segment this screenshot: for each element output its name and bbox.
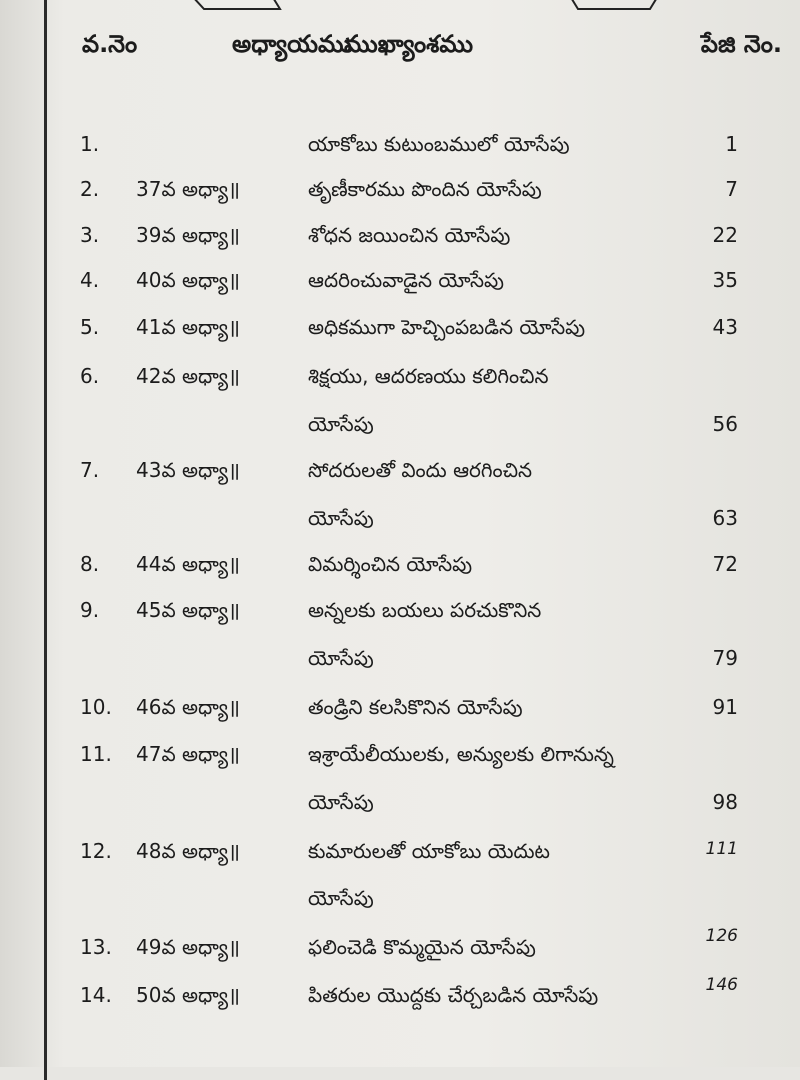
entry-title: సోదరులతో విందు ఆరగించిన bbox=[308, 458, 533, 482]
toc-row bbox=[0, 598, 800, 638]
entry-number: 12. bbox=[80, 839, 112, 863]
entry-page-number: 111 bbox=[705, 839, 738, 859]
entry-page-number: 79 bbox=[712, 646, 738, 670]
entry-number: 13. bbox=[80, 935, 112, 959]
entry-number: 6. bbox=[80, 364, 100, 388]
entry-number: 4. bbox=[80, 268, 100, 292]
toc-row bbox=[0, 364, 800, 404]
toc-row bbox=[0, 552, 800, 592]
entry-title-continued: యోసేపు bbox=[308, 412, 374, 436]
toc-row bbox=[0, 177, 800, 217]
entry-title: తృణీకారము పొందిన యోసేపు bbox=[308, 177, 542, 201]
toc-row bbox=[0, 983, 800, 1023]
header-page: పేజి నెం. bbox=[700, 30, 782, 58]
toc-row bbox=[0, 132, 800, 172]
entry-number: 8. bbox=[80, 552, 100, 576]
entry-title-continued: యోసేపు bbox=[308, 886, 374, 910]
entry-chapter: 47వ అధ్యా॥ bbox=[136, 742, 240, 766]
entry-title: ఫలించెడి కొమ్మయైన యోసేపు bbox=[308, 935, 536, 959]
entry-chapter: 46వ అధ్యా॥ bbox=[136, 695, 240, 719]
entry-title: ఇశ్రాయేలీయులకు, అన్యులకు లిగానున్న bbox=[308, 742, 614, 766]
entry-title-continued: యోసేపు bbox=[308, 506, 374, 530]
entry-title: ఆదరించువాడైన యోసేపు bbox=[308, 268, 505, 292]
entry-title: కుమారులతో యాకోబు యెదుట bbox=[308, 839, 550, 863]
entry-page-number: 146 bbox=[705, 975, 738, 995]
entry-chapter: 44వ అధ్యా॥ bbox=[136, 552, 240, 576]
entry-page-number: 72 bbox=[712, 552, 738, 576]
toc-row bbox=[0, 458, 800, 498]
decorative-ornament-right bbox=[566, 0, 662, 12]
header-subject: ముఖ్యాంశము bbox=[344, 30, 474, 58]
entry-chapter: 41వ అధ్యా॥ bbox=[136, 315, 240, 339]
entry-number: 5. bbox=[80, 315, 100, 339]
entry-title: తండ్రిని కలసికొనిన యోసేపు bbox=[308, 695, 523, 719]
entry-chapter: 45వ అధ్యా॥ bbox=[136, 598, 240, 622]
toc-row bbox=[0, 742, 800, 782]
entry-number: 2. bbox=[80, 177, 100, 201]
toc-row bbox=[0, 839, 800, 879]
entry-title-continued: యోసేపు bbox=[308, 790, 374, 814]
entry-chapter: 42వ అధ్యా॥ bbox=[136, 364, 240, 388]
entry-page-number: 22 bbox=[712, 223, 738, 247]
entry-title: అధికముగా హెచ్చింపబడిన యోసేపు bbox=[308, 315, 586, 339]
entry-chapter: 43వ అధ్యా॥ bbox=[136, 458, 240, 482]
entry-number: 3. bbox=[80, 223, 100, 247]
entry-title: శోధన జయించిన యోసేపు bbox=[308, 223, 511, 247]
header-number: వ.నెం bbox=[82, 30, 138, 58]
entry-page-number: 43 bbox=[712, 315, 738, 339]
entry-chapter: 49వ అధ్యా॥ bbox=[136, 935, 240, 959]
entry-chapter: 37వ అధ్యా॥ bbox=[136, 177, 240, 201]
entry-title: పితరుల యొద్దకు చేర్చబడిన యోసేపు bbox=[308, 983, 599, 1007]
entry-page-number: 91 bbox=[712, 695, 738, 719]
entry-page-number: 1 bbox=[725, 132, 738, 156]
entry-page-number: 126 bbox=[705, 926, 738, 946]
entry-page-number: 56 bbox=[712, 412, 738, 436]
toc-header bbox=[82, 30, 782, 74]
entry-page-number: 7 bbox=[725, 177, 738, 201]
entry-title: విమర్శించిన యోసేపు bbox=[308, 552, 473, 576]
entry-number: 10. bbox=[80, 695, 112, 719]
entry-number: 1. bbox=[80, 132, 100, 156]
entry-number: 7. bbox=[80, 458, 100, 482]
entry-title-continued: యోసేపు bbox=[308, 646, 374, 670]
toc-row bbox=[0, 268, 800, 308]
entry-title: యాకోబు కుటుంబములో యోసేపు bbox=[308, 132, 570, 156]
entry-title: అన్నలకు బయలు పరచుకొనిన bbox=[308, 598, 542, 622]
entry-page-number: 35 bbox=[712, 268, 738, 292]
toc-row bbox=[0, 315, 800, 355]
header-chapter: అధ్యాయము bbox=[232, 30, 352, 58]
entry-page-number: 98 bbox=[712, 790, 738, 814]
entry-chapter: 48వ అధ్యా॥ bbox=[136, 839, 240, 863]
entry-chapter: 40వ అధ్యా॥ bbox=[136, 268, 240, 292]
entry-chapter: 39వ అధ్యా॥ bbox=[136, 223, 240, 247]
entry-title: శిక్షయు, ఆదరణయు కలిగించిన bbox=[308, 364, 549, 388]
toc-row bbox=[0, 935, 800, 975]
entry-page-number: 63 bbox=[712, 506, 738, 530]
entry-number: 9. bbox=[80, 598, 100, 622]
entry-number: 11. bbox=[80, 742, 112, 766]
decorative-ornament-left bbox=[188, 0, 284, 12]
toc-row bbox=[0, 223, 800, 263]
entry-number: 14. bbox=[80, 983, 112, 1007]
entry-chapter: 50వ అధ్యా॥ bbox=[136, 983, 240, 1007]
toc-row bbox=[0, 695, 800, 735]
